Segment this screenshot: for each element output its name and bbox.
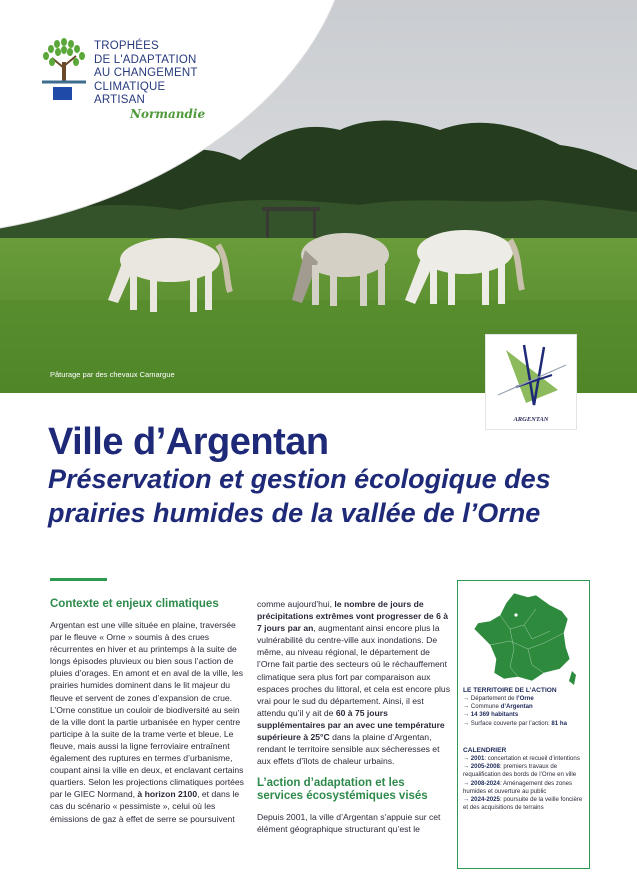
section-heading-context: Contexte et enjeux climatiques bbox=[50, 598, 219, 610]
calendar-item: → 2001: concertation et recueil d’intentions bbox=[463, 755, 580, 762]
argentan-emblem bbox=[485, 334, 577, 430]
territory-item: → Département de l’Orne bbox=[463, 695, 534, 702]
context-paragraph: Argentan est une ville située en plaine, traversée par le fleuve « Orne » soumis à des crues récurrentes en hiver et au printemps à la suite de longs épisodes pluvieux ou bien sous l’action de pluies d’orages. En amont et en aval de la ville, les prairies humides dominent dans le lit majeur du fleuve et servent de zones d’expansion de crue. L’Orne constitue un couloir de biodiversité au sein de la ville dont la partie urbanisée en hyper centre participe à la suite de la trame verte et bleue. Le fleuve, mais aussi la ligne ferroviaire entraînent également des ruptures en termes d’urbanisme, coupant ainsi la ville en deux, et enclavant certains quartiers. Selon les projections climatiques portées par le GIEC Normand, à horizon 2100, et dans le cas du scénario « pessimiste », celui où les émissions de gaz à effet de serre se poursuivent bbox=[50, 620, 244, 824]
calendar-title: CALENDRIER bbox=[463, 747, 507, 754]
logo-text: TROPHÉES DE L'ADAPTATION AU CHANGEMENT CLIMATIQUE ARTISAN bbox=[94, 40, 198, 106]
calendar-item: → 2005-2008: premiers travaux de requalification des bords de l’Orne en ville bbox=[463, 763, 577, 779]
tree-icon bbox=[38, 36, 90, 86]
territory-item: → Surface couverte par l’action: 81 ha bbox=[463, 719, 567, 727]
argentan-logo-icon bbox=[486, 335, 578, 415]
photo-caption: Pâturage par des chevaux Camargue bbox=[50, 370, 175, 379]
column-action bbox=[257, 598, 450, 836]
accent-rule bbox=[50, 578, 107, 581]
logo-region: Normandie bbox=[130, 107, 206, 121]
page-subtitle: Préservation et gestion écologique des prairies humides de la vallée de l’Orne bbox=[48, 464, 551, 528]
trophees-logo bbox=[38, 36, 238, 126]
calendar-item: → 2024-2025: poursuite de la veille foncière et des acquisitions de terrains bbox=[463, 796, 583, 812]
badge-label: ARGENTAN bbox=[513, 416, 549, 423]
action-paragraph: Depuis 2001, la ville d’Argentan s’appuie sur cet élément géographique structurant qu’est le bbox=[257, 812, 441, 835]
section-heading-action: L’action d’adaptation et les services écosystémiques visés bbox=[257, 777, 428, 803]
territory-title: LE TERRITOIRE DE L’ACTION bbox=[463, 687, 557, 694]
page-title: Ville d’Argentan bbox=[48, 421, 329, 463]
territory-item: → Commune d’Argentan bbox=[463, 703, 533, 711]
territory-block bbox=[463, 687, 585, 728]
calendar-item: → 2008-2024: Aménagement des zones humides et ouverture au public bbox=[463, 779, 573, 795]
territory-item: → 14 369 habitants bbox=[463, 711, 519, 719]
france-map-icon bbox=[470, 589, 580, 689]
territory-sidebox bbox=[457, 580, 590, 869]
column-context bbox=[50, 598, 246, 825]
climate-paragraph: comme aujourd’hui, le nombre de jours de précipitations extrêmes vont progresser de 6 à 7 jours par an, augmentant ainsi encore plus la vulnérabilité du centre-ville aux inondations. De même, au niveau régional, le département de l’Orne fait partie des secteurs où le réchauffement climatique sera plus fort par comparaison aux espaces proches du littoral, et cela est encore plus vrai pour le sud du département. Ainsi, il est attendu qu’il y ait de 60 à 75 jours supplémentaires par an avec une température supérieure à 25°C dans la plaine d’Argentan, rendant le territoire sensible aux sécheresses et aux effets d’îlots de chaleur urbains. bbox=[257, 599, 450, 767]
calendar-block bbox=[463, 747, 585, 812]
eu-flag-icon bbox=[53, 87, 72, 100]
